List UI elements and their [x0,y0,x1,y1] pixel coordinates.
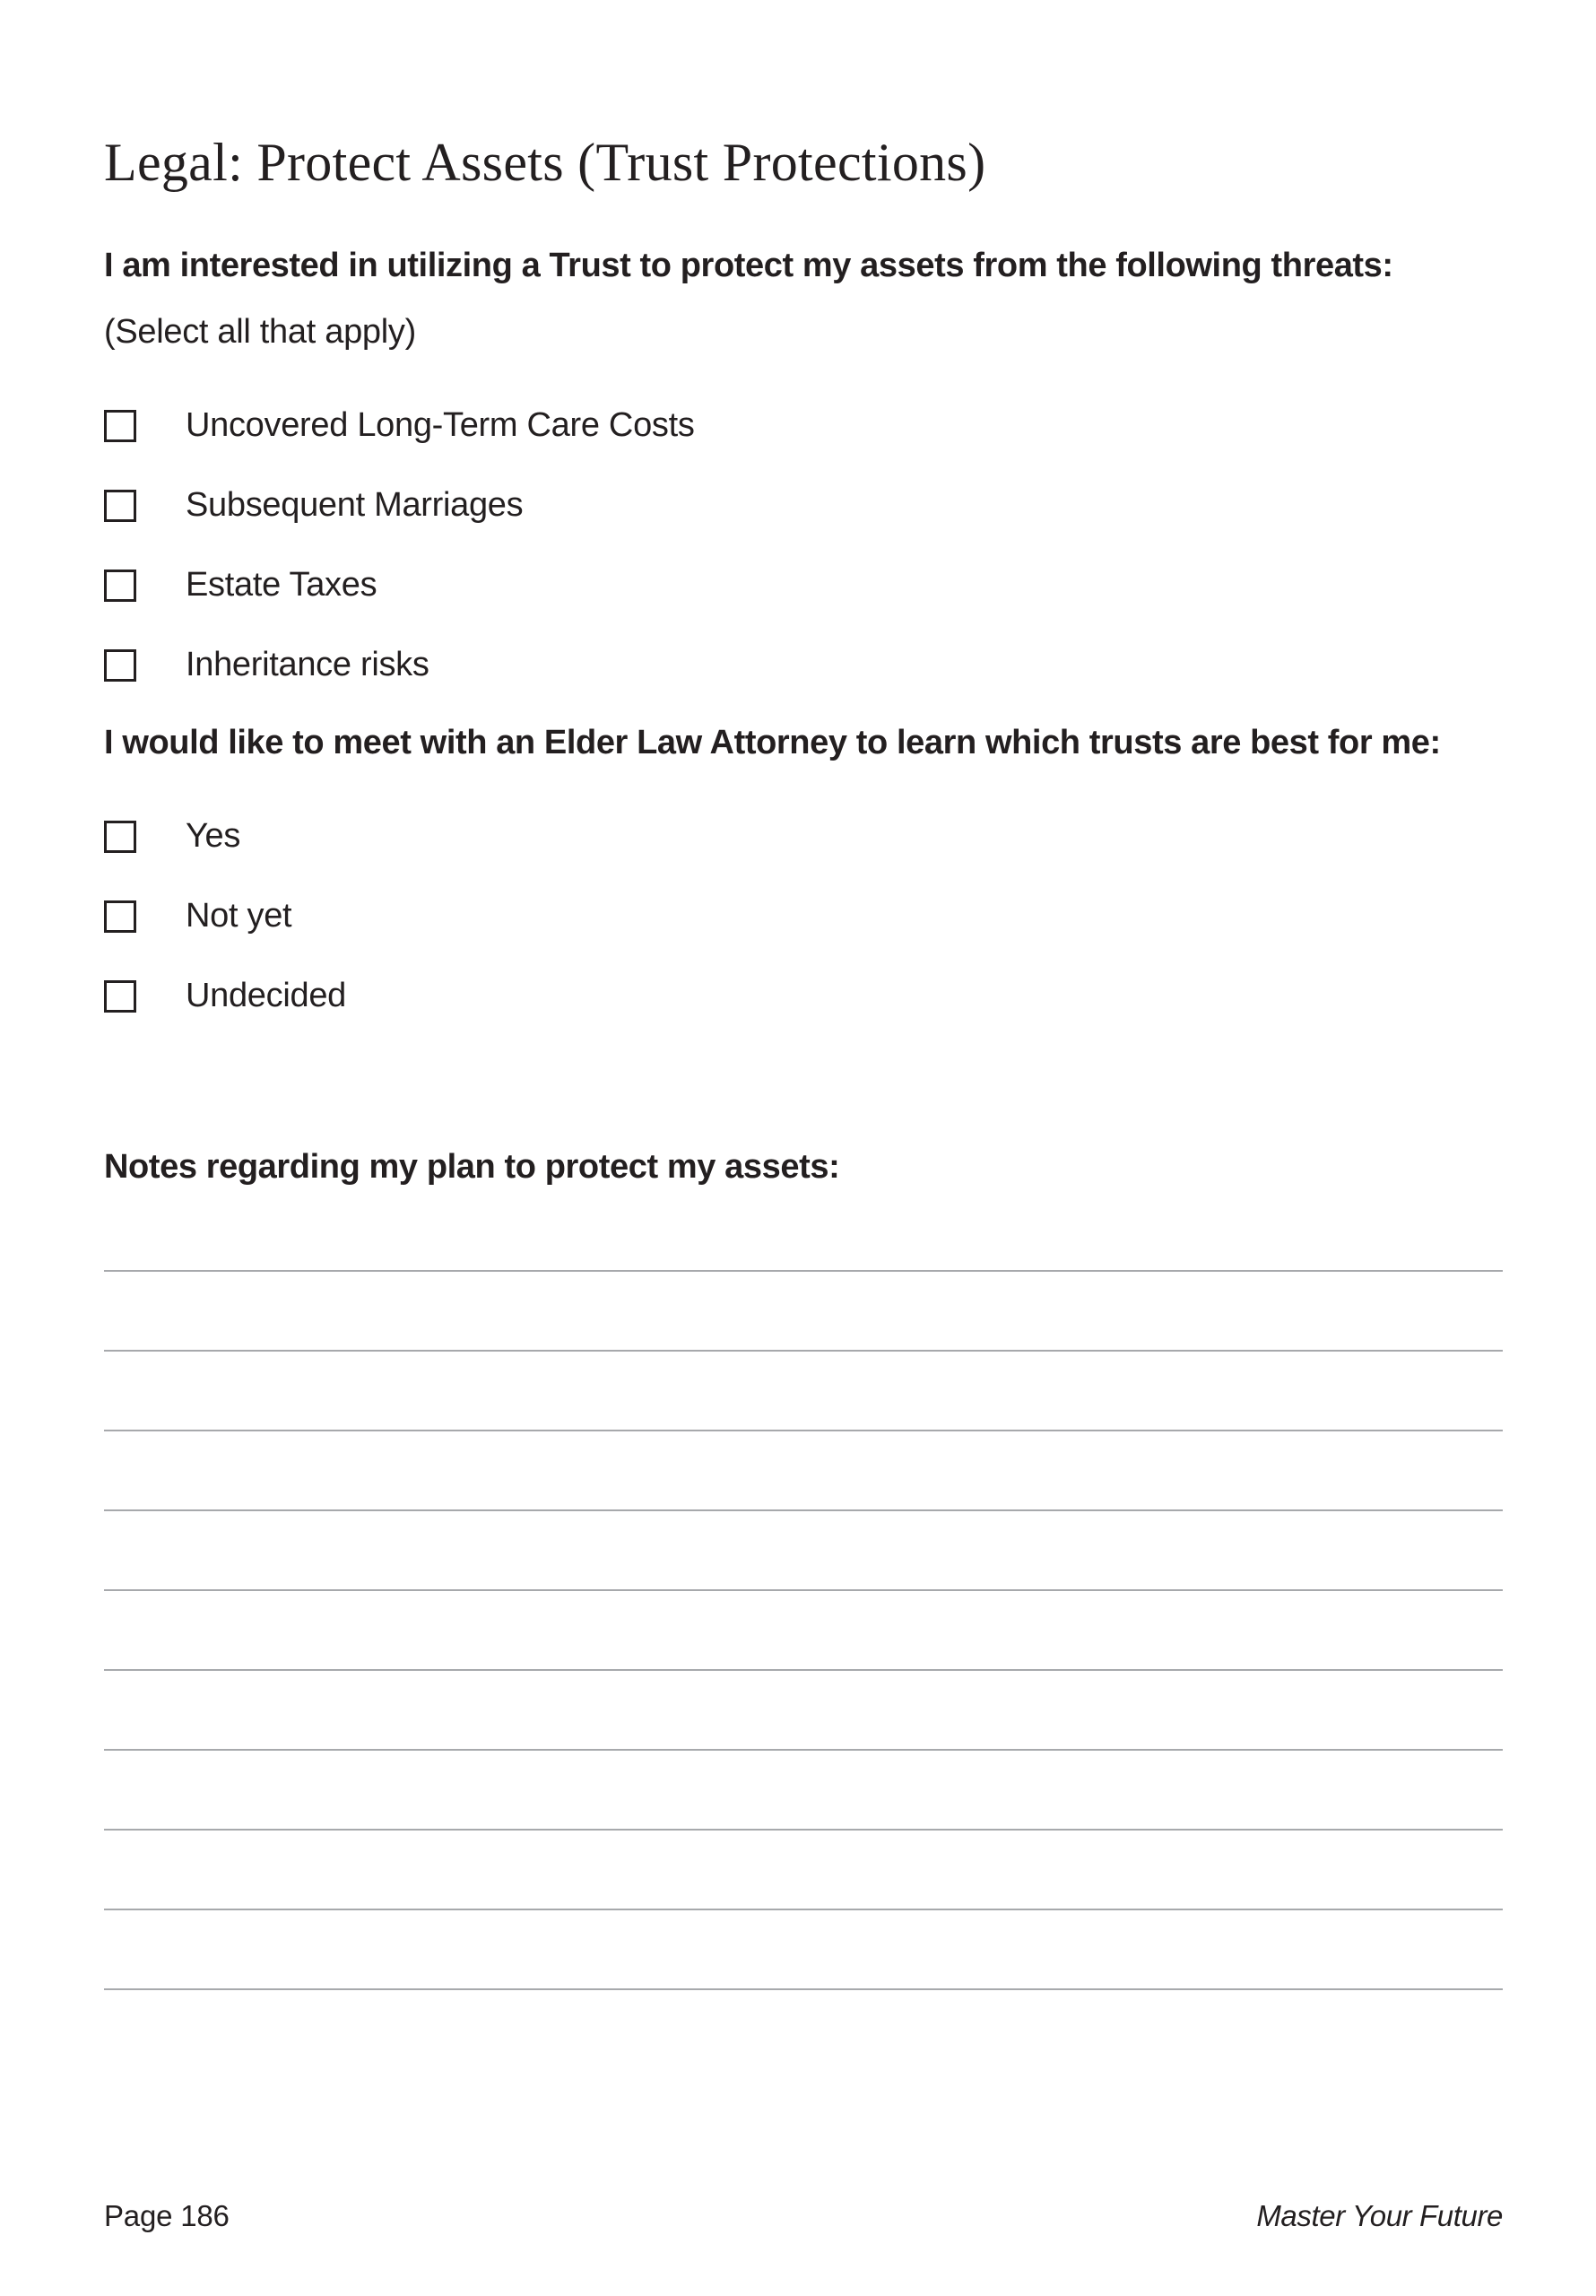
note-line[interactable] [104,1909,1503,1988]
option-yes[interactable] [104,796,346,876]
note-line[interactable] [104,1589,1503,1669]
meeting-question: I would like to meet with an Elder Law Attorney to learn which trusts are best for me: [104,724,1441,761]
page-title: Legal: Protect Assets (Trust Protections) [104,133,986,192]
threats-option-list [104,386,695,705]
checkbox[interactable] [104,900,136,933]
option-label: Inheritance risks [186,645,429,683]
note-line[interactable] [104,1749,1503,1829]
threats-question: I am interested in utilizing a Trust to protect my assets from the following threats: [104,247,1393,284]
option-label: Uncovered Long-Term Care Costs [186,405,695,444]
checkbox[interactable] [104,649,136,682]
notes-writing-area[interactable] [104,1270,1503,2068]
checkbox[interactable] [104,490,136,522]
option-label: Estate Taxes [186,565,377,604]
option-subsequent-marriages[interactable] [104,465,695,545]
option-label: Yes [186,816,241,855]
meeting-option-list [104,796,346,1036]
option-label: Undecided [186,976,346,1014]
option-inheritance-risks[interactable] [104,625,695,705]
page-number: Page 186 [104,2199,230,2232]
option-not-yet[interactable] [104,876,346,956]
note-line[interactable] [104,1430,1503,1509]
note-line[interactable] [104,1509,1503,1589]
note-line[interactable] [104,1988,1503,2068]
note-line[interactable] [104,1829,1503,1909]
checkbox[interactable] [104,570,136,602]
option-label: Not yet [186,896,292,935]
book-title: Master Your Future [1256,2199,1503,2232]
checkbox[interactable] [104,410,136,442]
notes-heading: Notes regarding my plan to protect my assets: [104,1148,840,1186]
checkbox[interactable] [104,980,136,1013]
option-undecided[interactable] [104,956,346,1036]
option-long-term-care[interactable] [104,386,695,465]
note-line[interactable] [104,1669,1503,1749]
select-all-hint: (Select all that apply) [104,313,416,351]
note-line[interactable] [104,1350,1503,1430]
option-label: Subsequent Marriages [186,485,524,524]
checkbox[interactable] [104,821,136,853]
option-estate-taxes[interactable] [104,545,695,625]
note-line[interactable] [104,1270,1503,1350]
